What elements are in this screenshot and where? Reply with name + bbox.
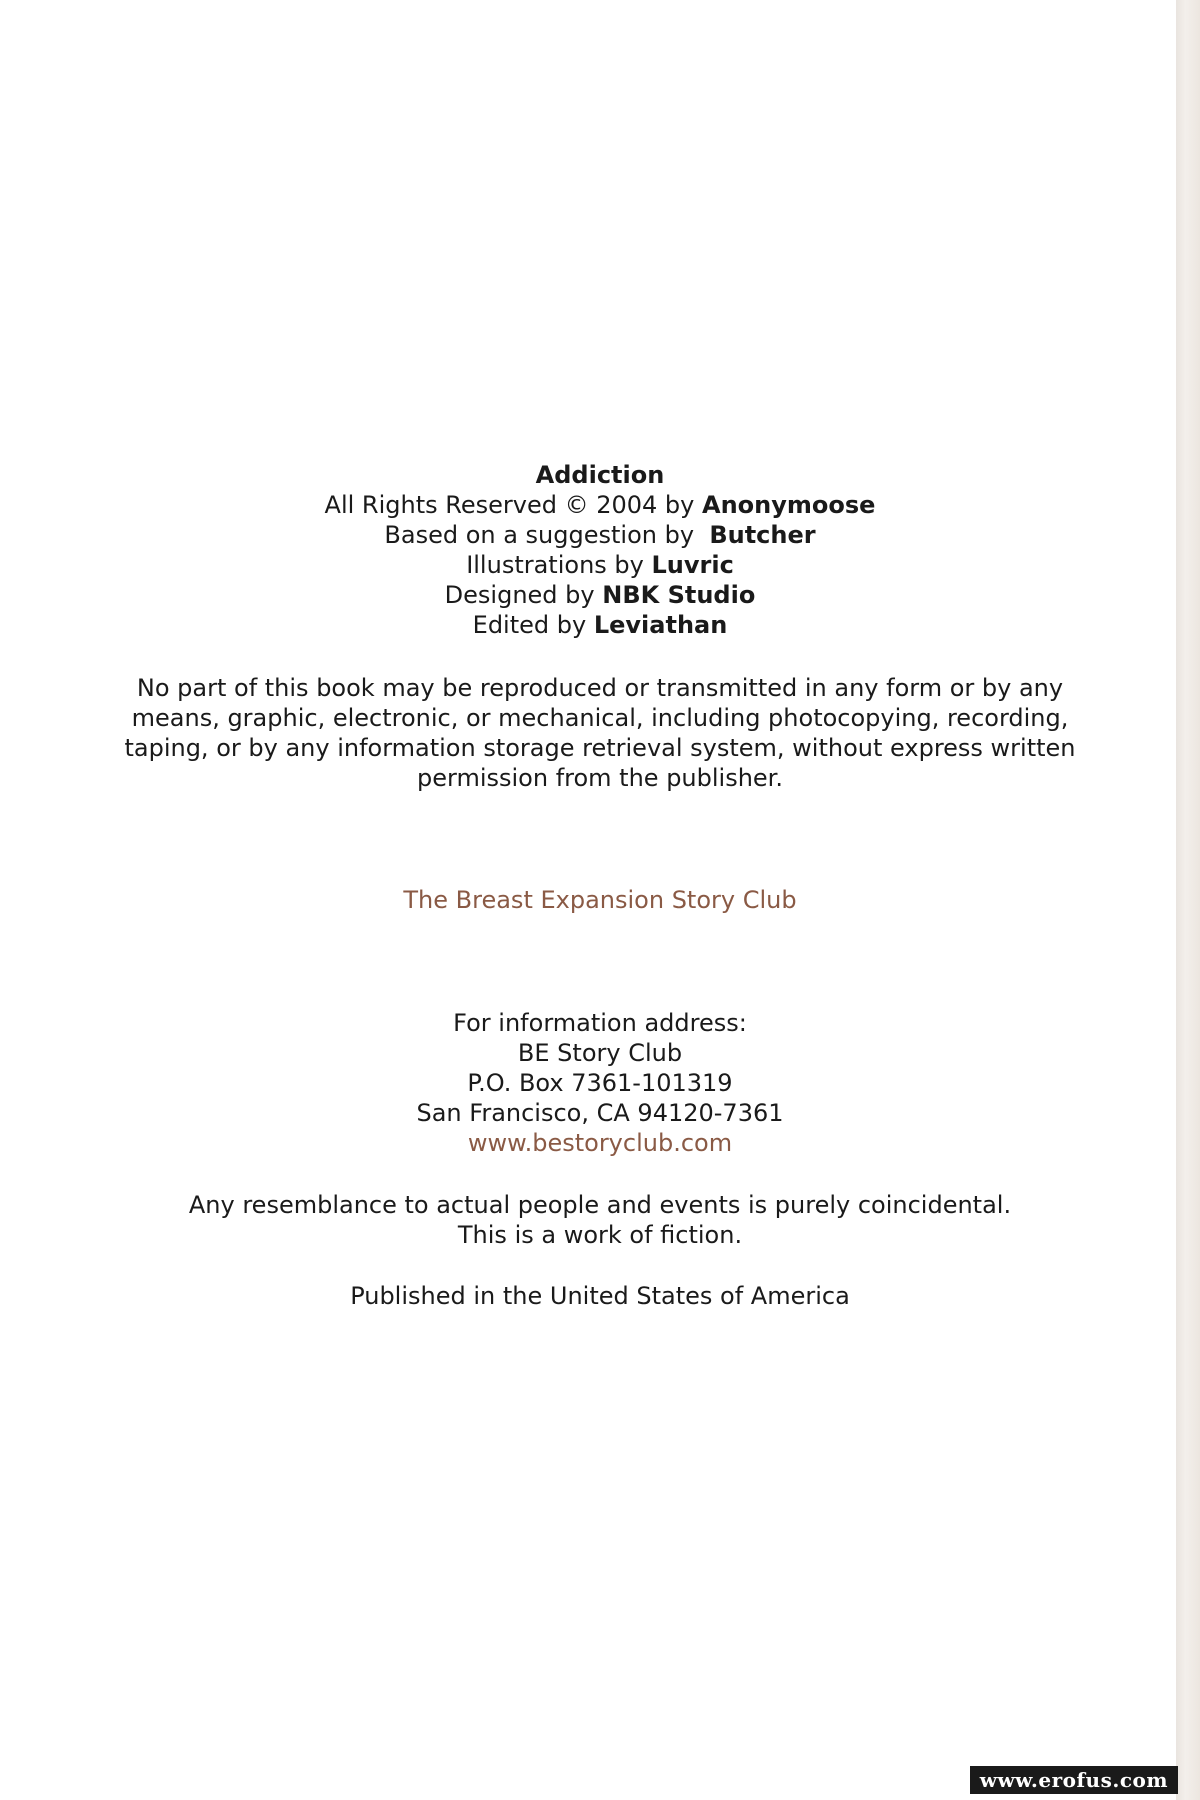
legal-notice (0, 673, 1200, 793)
fiction-line: Any resemblance to actual people and events is purely coincidental. (188, 1191, 1012, 1219)
legal-line: means, graphic, electronic, or mechanical, including photocopying, recording, (131, 704, 1069, 732)
fiction-line: This is a work of fiction. (457, 1221, 743, 1249)
website-link[interactable]: www.bestoryclub.com (467, 1129, 733, 1157)
edited-line (0, 610, 1200, 640)
designed-prefix: Designed by (444, 581, 595, 609)
published-notice: Published in the United States of America (350, 1282, 850, 1310)
suggestion-line (0, 520, 1200, 550)
legal-line: No part of this book may be reproduced or transmitted in any form or by any (136, 674, 1064, 702)
designed-line (0, 580, 1200, 610)
watermark: www.erofus.com (970, 1766, 1178, 1794)
illustrations-line (0, 550, 1200, 580)
suggestion-name: Butcher (709, 521, 816, 549)
address-heading: For information address: (453, 1009, 747, 1037)
suggestion-prefix: Based on a suggestion by (384, 521, 695, 549)
club-name: The Breast Expansion Story Club (403, 886, 797, 914)
address-city: San Francisco, CA 94120-7361 (416, 1099, 784, 1127)
legal-line: taping, or by any information storage retrieval system, without express written (124, 734, 1076, 762)
illustrations-prefix: Illustrations by (466, 551, 644, 579)
credits-block (0, 460, 1200, 640)
page-edge (1176, 0, 1200, 1800)
address-po-box: P.O. Box 7361-101319 (467, 1069, 733, 1097)
book-title: Addiction (535, 461, 665, 489)
edited-prefix: Edited by (472, 611, 587, 639)
rights-line (0, 490, 1200, 520)
legal-line: permission from the publisher. (417, 764, 783, 792)
illustrations-name: Luvric (651, 551, 734, 579)
rights-prefix: All Rights Reserved © 2004 by (324, 491, 695, 519)
edited-name: Leviathan (593, 611, 728, 639)
address-org: BE Story Club (517, 1039, 683, 1067)
fiction-disclaimer (0, 1190, 1200, 1250)
address-block (0, 1008, 1200, 1158)
rights-author: Anonymoose (702, 491, 876, 519)
designed-name: NBK Studio (602, 581, 756, 609)
